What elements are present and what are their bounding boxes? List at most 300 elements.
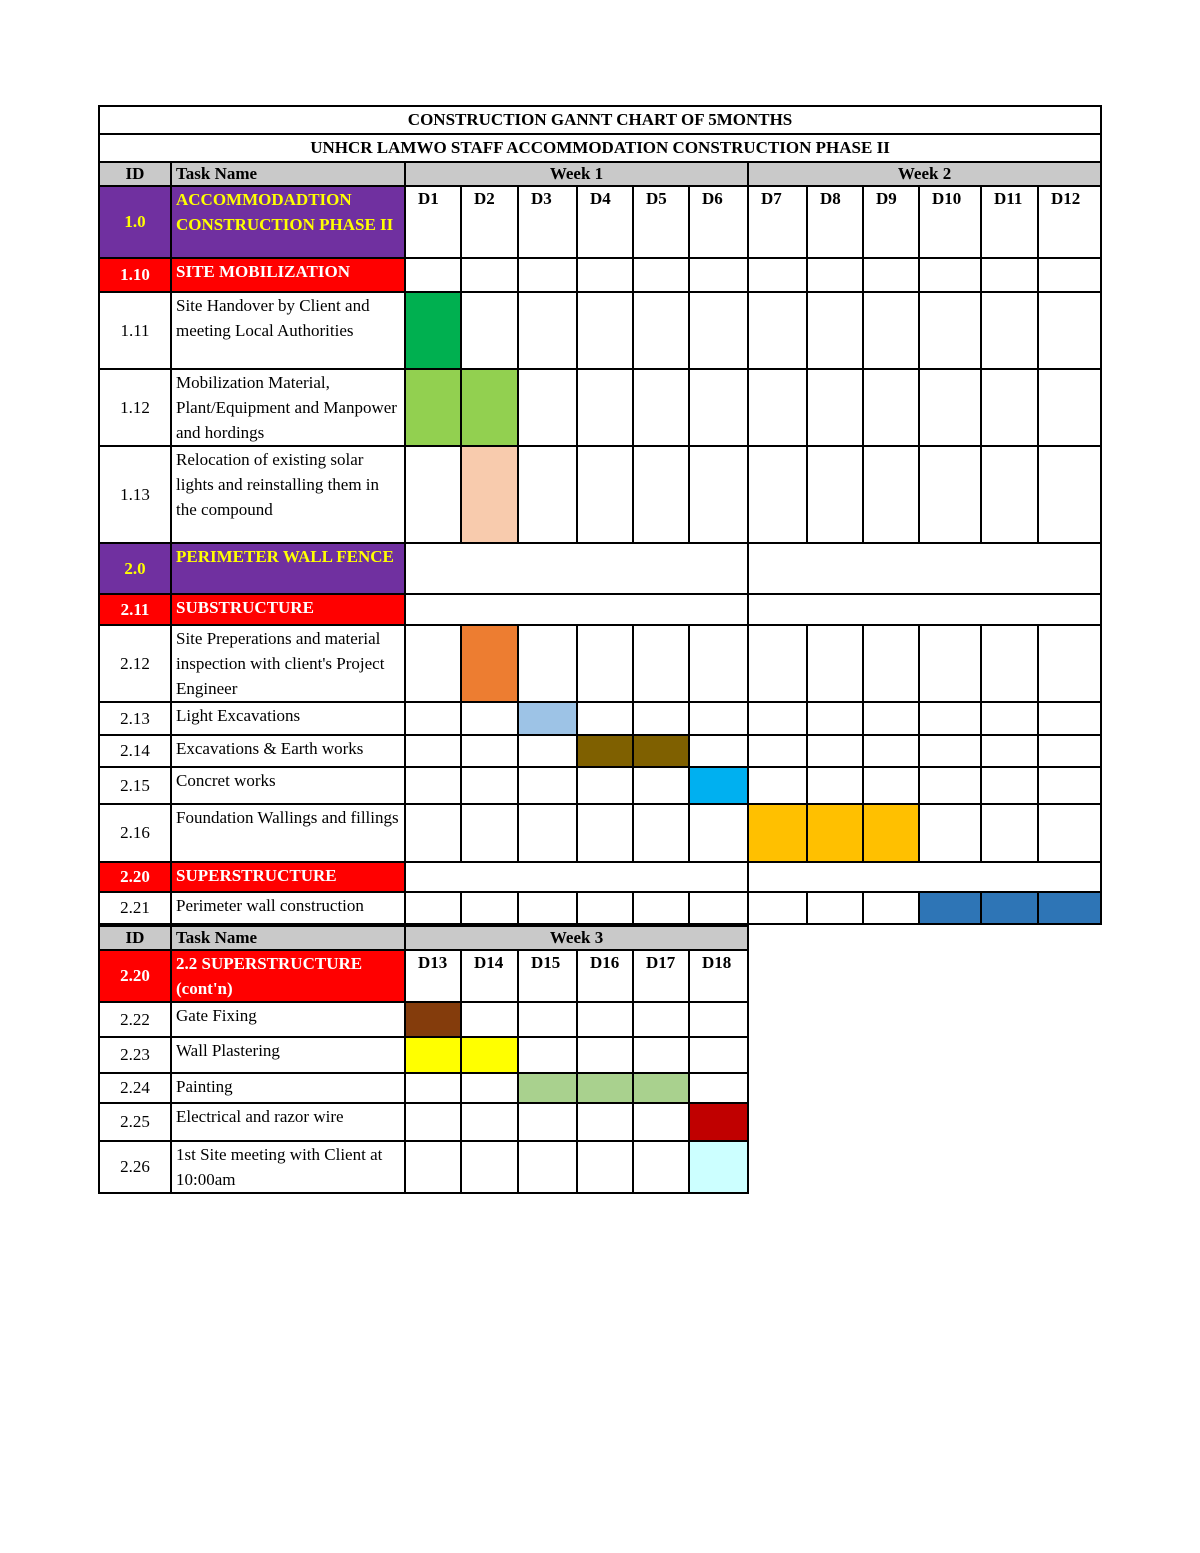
gantt-cell — [577, 1002, 633, 1037]
task-id-text: 2.20 — [120, 966, 150, 985]
gantt-cell — [807, 369, 863, 446]
gantt-cell — [689, 892, 748, 924]
task-name-text: Light Excavations — [176, 706, 301, 725]
gantt-cell — [1038, 446, 1101, 543]
gantt-bar-cell — [405, 369, 461, 446]
day-label: D13 — [418, 953, 448, 972]
gantt-bar-cell — [633, 1073, 689, 1103]
task-id — [99, 292, 171, 369]
gantt-cell — [518, 892, 577, 924]
gantt-cell — [748, 369, 807, 446]
gantt-cell — [633, 1103, 689, 1141]
task-name — [171, 1037, 405, 1073]
task-id — [99, 369, 171, 446]
gantt-cell — [863, 735, 919, 767]
task-id — [99, 892, 171, 924]
day-header — [518, 950, 577, 1002]
day-header — [863, 186, 919, 258]
task-name-text: SUPERSTRUCTURE — [176, 866, 337, 885]
gantt-bar-cell — [405, 1002, 461, 1037]
gantt-cell — [863, 767, 919, 804]
day-header — [577, 186, 633, 258]
merged-week-cell — [405, 543, 748, 594]
gantt-cell — [807, 446, 863, 543]
table-row — [99, 862, 1101, 892]
gantt-cell — [807, 292, 863, 369]
gantt-bar-cell — [807, 804, 863, 862]
table-row — [99, 1103, 748, 1141]
task-id — [99, 1002, 171, 1037]
table-row — [99, 735, 1101, 767]
day-label: D11 — [994, 189, 1023, 208]
gantt-cell — [863, 892, 919, 924]
task-name — [171, 892, 405, 924]
gantt-cell — [633, 1141, 689, 1193]
task-id-text: 1.13 — [120, 484, 150, 504]
gantt-cell — [461, 1141, 518, 1193]
gantt-cell — [633, 702, 689, 735]
day-label: D16 — [590, 953, 620, 972]
task-id — [99, 186, 171, 258]
task-id-text: 2.11 — [120, 599, 150, 619]
gantt-cell — [461, 1103, 518, 1141]
task-name — [171, 625, 405, 702]
task-name — [171, 594, 405, 625]
task-id — [99, 702, 171, 735]
gantt-sheet — [98, 105, 1100, 1194]
task-name — [171, 292, 405, 369]
task-name-text: 1st Site meeting with Client at 10:00am — [176, 1145, 383, 1189]
table-row — [99, 1073, 748, 1103]
day-label: D18 — [702, 953, 732, 972]
gantt-bar-cell — [518, 702, 577, 735]
gantt-cell — [689, 625, 748, 702]
gantt-cell — [461, 892, 518, 924]
gantt-cell — [633, 258, 689, 292]
task-id — [99, 804, 171, 862]
table-row — [99, 950, 748, 1002]
gantt-cell — [981, 369, 1038, 446]
gantt-cell — [518, 292, 577, 369]
task-name-text: Concret works — [176, 771, 276, 790]
task-id — [99, 767, 171, 804]
table-row — [99, 186, 1101, 258]
gantt-cell — [518, 1002, 577, 1037]
gantt-cell — [518, 369, 577, 446]
gantt-cell — [689, 258, 748, 292]
gantt-bar-cell — [577, 1073, 633, 1103]
task-id-text: 2.25 — [120, 1112, 150, 1131]
gantt-cell — [461, 702, 518, 735]
task-id — [99, 543, 171, 594]
task-id-text: 1.11 — [120, 320, 150, 340]
gantt-cell — [518, 258, 577, 292]
task-name-text: Electrical and razor wire — [176, 1107, 344, 1126]
merged-week-cell — [748, 862, 1101, 892]
chart-title: CONSTRUCTION GANNT CHART OF 5MONTHS — [99, 106, 1101, 134]
gantt-cell — [1038, 369, 1101, 446]
task-id-text: 1.0 — [124, 212, 146, 231]
task-name-text: SUBSTRUCTURE — [176, 598, 314, 617]
table-row — [99, 292, 1101, 369]
gantt-cell — [689, 702, 748, 735]
gantt-cell — [1038, 292, 1101, 369]
gantt-cell — [405, 702, 461, 735]
gantt-cell — [518, 1141, 577, 1193]
task-name-text: Relocation of existing solar lights and reinstalling them in the compound — [176, 450, 380, 519]
day-header — [919, 186, 981, 258]
day-label: D7 — [761, 189, 782, 208]
gantt-cell — [405, 1073, 461, 1103]
gantt-cell — [633, 1037, 689, 1073]
task-name — [171, 767, 405, 804]
task-name-text: Perimeter wall construction — [176, 896, 364, 915]
day-label: D6 — [702, 189, 723, 208]
gantt-cell — [748, 892, 807, 924]
gantt-cell — [518, 735, 577, 767]
gantt-cell — [689, 446, 748, 543]
day-label: D12 — [1051, 189, 1081, 208]
gantt-bar-cell — [1038, 892, 1101, 924]
gantt-cell — [461, 767, 518, 804]
task-id — [99, 1073, 171, 1103]
day-header — [518, 186, 577, 258]
gantt-cell — [919, 258, 981, 292]
day-header — [689, 950, 748, 1002]
week-3-header: Week 3 — [405, 926, 748, 950]
task-id-text: 2.24 — [120, 1078, 150, 1097]
gantt-cell — [577, 369, 633, 446]
gantt-cell — [689, 369, 748, 446]
gantt-cell — [981, 625, 1038, 702]
gantt-cell — [689, 804, 748, 862]
gantt-cell — [981, 735, 1038, 767]
gantt-cell — [633, 369, 689, 446]
gantt-cell — [863, 258, 919, 292]
gantt-cell — [748, 446, 807, 543]
task-id-text: 2.13 — [120, 708, 150, 728]
gantt-cell — [748, 625, 807, 702]
gantt-bar-cell — [405, 292, 461, 369]
gantt-bar-cell — [577, 735, 633, 767]
task-name — [171, 543, 405, 594]
task-id — [99, 950, 171, 1002]
gantt-cell — [461, 804, 518, 862]
gantt-bar-cell — [461, 446, 518, 543]
task-id — [99, 735, 171, 767]
gantt-cell — [807, 258, 863, 292]
task-id — [99, 1141, 171, 1193]
day-label: D10 — [932, 189, 962, 208]
task-id — [99, 862, 171, 892]
task-name-text: Wall Plastering — [176, 1041, 280, 1060]
task-id-text: 2.0 — [124, 558, 146, 578]
day-header — [1038, 186, 1101, 258]
table-row — [99, 1037, 748, 1073]
gantt-cell — [518, 1103, 577, 1141]
gantt-cell — [748, 702, 807, 735]
task-name — [171, 1103, 405, 1141]
gantt-cell — [1038, 804, 1101, 862]
gantt-cell — [405, 446, 461, 543]
gantt-cell — [981, 446, 1038, 543]
gantt-cell — [981, 258, 1038, 292]
gantt-cell — [1038, 625, 1101, 702]
task-name — [171, 950, 405, 1002]
gantt-cell — [748, 258, 807, 292]
gantt-cell — [405, 625, 461, 702]
merged-week-cell — [405, 594, 748, 625]
gantt-cell — [577, 625, 633, 702]
task-id-text: 2.14 — [120, 741, 150, 760]
table-row — [99, 258, 1101, 292]
gantt-cell — [405, 735, 461, 767]
day-label: D9 — [876, 189, 897, 208]
gantt-cell — [748, 735, 807, 767]
gantt-bar-cell — [863, 804, 919, 862]
gantt-cell — [981, 292, 1038, 369]
gantt-cell — [919, 369, 981, 446]
gantt-bar-cell — [461, 625, 518, 702]
day-header — [633, 186, 689, 258]
merged-week-cell — [748, 543, 1101, 594]
gantt-cell — [518, 767, 577, 804]
task-name-text: Site Preperations and material inspection with client's Project Engineer — [176, 629, 385, 698]
table-row — [99, 892, 1101, 924]
gantt-cell — [577, 702, 633, 735]
gantt-cell — [919, 625, 981, 702]
gantt-cell — [919, 804, 981, 862]
day-header — [405, 186, 461, 258]
gantt-bar-cell — [633, 735, 689, 767]
gantt-bar-cell — [461, 369, 518, 446]
day-header — [405, 950, 461, 1002]
task-id-text: 1.12 — [120, 397, 150, 417]
gantt-cell — [577, 292, 633, 369]
gantt-bar-cell — [689, 1103, 748, 1141]
gantt-cell — [577, 446, 633, 543]
gantt-cell — [863, 446, 919, 543]
task-id-text: 2.16 — [120, 823, 150, 842]
task-id — [99, 258, 171, 292]
id-header: ID — [99, 162, 171, 186]
day-label: D15 — [531, 953, 561, 972]
task-name — [171, 1073, 405, 1103]
gantt-cell — [981, 702, 1038, 735]
gantt-cell — [577, 892, 633, 924]
gantt-cell — [633, 292, 689, 369]
task-id-text: 2.22 — [120, 1009, 150, 1029]
gantt-cell — [405, 258, 461, 292]
day-label: D3 — [531, 189, 552, 208]
gantt-cell — [807, 702, 863, 735]
task-id — [99, 1037, 171, 1073]
gantt-cell — [633, 446, 689, 543]
gantt-cell — [518, 1037, 577, 1073]
task-id-text: 2.26 — [120, 1157, 150, 1176]
gantt-cell — [689, 1002, 748, 1037]
gantt-cell — [577, 804, 633, 862]
gantt-cell — [405, 1103, 461, 1141]
task-name — [171, 258, 405, 292]
gantt-cell — [518, 446, 577, 543]
gantt-cell — [518, 625, 577, 702]
task-name-text: Painting — [176, 1077, 233, 1096]
gantt-cell — [863, 625, 919, 702]
task-id-text: 2.12 — [120, 653, 150, 673]
week-1-header: Week 1 — [405, 162, 748, 186]
gantt-cell — [518, 804, 577, 862]
task-id-text: 1.10 — [120, 265, 150, 284]
gantt-cell — [633, 767, 689, 804]
gantt-bar-cell — [689, 1141, 748, 1193]
task-name-text: Excavations & Earth works — [176, 739, 364, 758]
task-id — [99, 446, 171, 543]
gantt-cell — [405, 804, 461, 862]
gantt-cell — [633, 892, 689, 924]
gantt-cell — [863, 369, 919, 446]
gantt-cell — [577, 1141, 633, 1193]
gantt-bar-cell — [405, 1037, 461, 1073]
task-id — [99, 1103, 171, 1141]
task-name — [171, 446, 405, 543]
task-name — [171, 735, 405, 767]
task-name — [171, 1141, 405, 1193]
day-label: D17 — [646, 953, 676, 972]
gantt-cell — [1038, 258, 1101, 292]
gantt-cell — [461, 1002, 518, 1037]
gantt-bar-cell — [518, 1073, 577, 1103]
task-name-text: 2.2 SUPERSTRUCTURE (cont'n) — [176, 954, 363, 998]
day-label: D4 — [590, 189, 611, 208]
day-header — [461, 186, 518, 258]
day-label: D14 — [474, 953, 504, 972]
gantt-cell — [405, 892, 461, 924]
gantt-bar-cell — [689, 767, 748, 804]
gantt-table-weeks-1-2 — [98, 105, 1102, 925]
table-row — [99, 594, 1101, 625]
chart-subtitle: UNHCR LAMWO STAFF ACCOMMODATION CONSTRUCTION PHASE II — [99, 134, 1101, 162]
gantt-cell — [807, 735, 863, 767]
gantt-bar-cell — [461, 1037, 518, 1073]
day-label: D5 — [646, 189, 667, 208]
id-header: ID — [99, 926, 171, 950]
gantt-cell — [1038, 702, 1101, 735]
table-row — [99, 1141, 748, 1193]
table-row — [99, 625, 1101, 702]
gantt-cell — [807, 767, 863, 804]
day-header — [577, 950, 633, 1002]
task-id-text: 2.21 — [120, 898, 150, 917]
gantt-bar-cell — [748, 804, 807, 862]
day-header — [748, 186, 807, 258]
task-id — [99, 625, 171, 702]
gantt-cell — [748, 292, 807, 369]
task-name-header: Task Name — [171, 162, 405, 186]
gantt-cell — [405, 767, 461, 804]
gantt-cell — [633, 804, 689, 862]
gantt-cell — [919, 702, 981, 735]
task-name-text: Gate Fixing — [176, 1006, 257, 1025]
gantt-cell — [863, 292, 919, 369]
gantt-cell — [633, 625, 689, 702]
gantt-cell — [689, 292, 748, 369]
task-name-text: Foundation Wallings and fillings — [176, 808, 399, 827]
task-id — [99, 594, 171, 625]
gantt-cell — [689, 1073, 748, 1103]
table-row — [99, 804, 1101, 862]
gantt-cell — [689, 1037, 748, 1073]
gantt-bar-cell — [981, 892, 1038, 924]
gantt-cell — [1038, 767, 1101, 804]
gantt-cell — [577, 1103, 633, 1141]
gantt-cell — [1038, 735, 1101, 767]
day-header — [807, 186, 863, 258]
gantt-cell — [919, 767, 981, 804]
day-header — [633, 950, 689, 1002]
gantt-cell — [919, 292, 981, 369]
task-name — [171, 862, 405, 892]
day-header — [461, 950, 518, 1002]
gantt-cell — [807, 625, 863, 702]
gantt-cell — [919, 735, 981, 767]
task-name-header: Task Name — [171, 926, 405, 950]
task-name-text: PERIMETER WALL FENCE — [176, 547, 394, 566]
task-id-text: 2.23 — [120, 1045, 150, 1064]
task-name — [171, 1002, 405, 1037]
table-row — [99, 446, 1101, 543]
gantt-cell — [577, 767, 633, 804]
gantt-cell — [689, 735, 748, 767]
gantt-cell — [633, 1002, 689, 1037]
day-header — [689, 186, 748, 258]
gantt-cell — [981, 767, 1038, 804]
gantt-cell — [405, 1141, 461, 1193]
day-label: D8 — [820, 189, 841, 208]
table-row — [99, 369, 1101, 446]
task-name — [171, 369, 405, 446]
task-name-text: Site Handover by Client and meeting Local Authorities — [176, 296, 370, 340]
merged-week-cell — [748, 594, 1101, 625]
day-header — [981, 186, 1038, 258]
gantt-table-week-3 — [98, 925, 749, 1194]
gantt-cell — [863, 702, 919, 735]
week-2-header: Week 2 — [748, 162, 1101, 186]
gantt-cell — [981, 804, 1038, 862]
task-name — [171, 186, 405, 258]
day-label: D2 — [474, 189, 495, 208]
gantt-cell — [577, 1037, 633, 1073]
merged-week-cell — [405, 862, 748, 892]
gantt-cell — [807, 892, 863, 924]
task-id-text: 2.20 — [120, 867, 150, 886]
gantt-cell — [919, 446, 981, 543]
task-name — [171, 804, 405, 862]
gantt-cell — [461, 1073, 518, 1103]
table-row — [99, 1002, 748, 1037]
day-label: D1 — [418, 189, 439, 208]
task-id-text: 2.15 — [120, 775, 150, 795]
gantt-cell — [461, 735, 518, 767]
task-name-text: ACCOMMODADTION CONSTRUCTION PHASE II — [176, 190, 394, 234]
table-row — [99, 543, 1101, 594]
gantt-cell — [461, 292, 518, 369]
gantt-cell — [461, 258, 518, 292]
task-name-text: SITE MOBILIZATION — [176, 262, 350, 281]
gantt-cell — [748, 767, 807, 804]
task-name — [171, 702, 405, 735]
table-row — [99, 702, 1101, 735]
